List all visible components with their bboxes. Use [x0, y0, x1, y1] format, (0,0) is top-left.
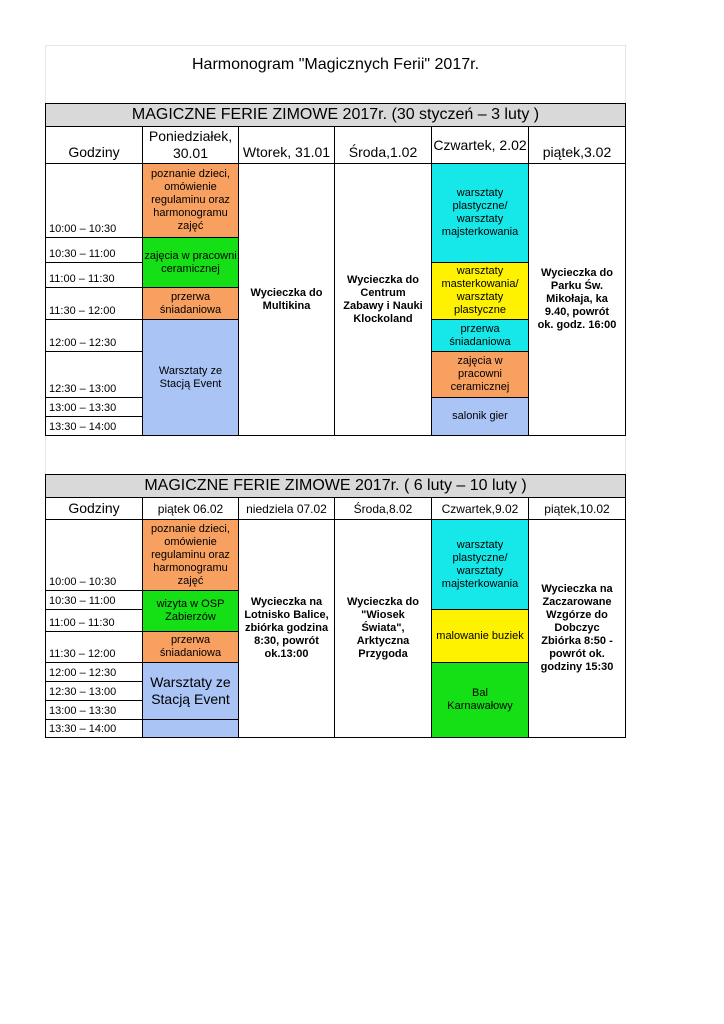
- week1-wednesday-trip: Wycieczka do Centrum Zabawy i Nauki Klockoland: [334, 163, 432, 436]
- week1-header-monday: Poniedziałek, 30.01: [142, 126, 239, 164]
- week2-time-3: 11:00 – 11:30: [45, 609, 143, 632]
- week1-thursday-games: salonik gier: [431, 397, 529, 436]
- week2-time-8: 13:30 – 14:00: [45, 719, 143, 738]
- week1-time-7: 13:00 – 13:30: [45, 397, 143, 417]
- week1-time-1: 10:00 – 10:30: [45, 163, 143, 238]
- week1-header-hours: Godziny: [45, 126, 143, 164]
- week2-time-7: 13:00 – 13:30: [45, 700, 143, 720]
- week1-time-5: 12:00 – 12:30: [45, 319, 143, 352]
- week1-banner: MAGICZNE FERIE ZIMOWE 2017r. (30 styczeń – 3 luty ): [45, 103, 626, 127]
- week1-header-tuesday: Wtorek, 31.01: [238, 126, 335, 164]
- week1-time-8: 13:30 – 14:00: [45, 416, 143, 436]
- week1-monday-ceramics: zajęcia w pracowni ceramicznej: [142, 237, 239, 288]
- week1-thursday-workshops-2: warsztaty masterkowania/ warsztaty plastyczne: [431, 262, 529, 320]
- week1-monday-workshop: Warsztaty ze Stacją Event: [142, 319, 239, 436]
- week1-thursday-workshops: warsztaty plastyczne/ warsztaty majsterkowania: [431, 163, 529, 263]
- week1-thursday-breakfast: przerwa śniadaniowa: [431, 319, 529, 352]
- week2-col1-intro: poznanie dzieci, omówienie regulaminu oraz harmonogramu zajęć: [142, 519, 239, 591]
- week2-col4-workshops: warsztaty plastyczne/ warsztaty majsterkowania: [431, 519, 529, 610]
- week2-time-1: 10:00 – 10:30: [45, 519, 143, 591]
- week2-col2-trip: Wycieczka na Lotnisko Balice, zbiórka godzina 8:30, powrót ok.13:00: [238, 519, 335, 738]
- week2-col4-facepaint: malowanie buziek: [431, 609, 529, 663]
- week1-monday-breakfast: przerwa śniadaniowa: [142, 287, 239, 320]
- week2-time-6: 12:30 – 13:00: [45, 681, 143, 701]
- week2-header-day3: Środa,8.02: [334, 497, 432, 520]
- week2-time-5: 12:00 – 12:30: [45, 662, 143, 682]
- week1-thursday-ceramics: zajęcia w pracowni ceramicznej: [431, 351, 529, 398]
- week2-banner: MAGICZNE FERIE ZIMOWE 2017r. ( 6 luty – 10 luty ): [45, 474, 626, 498]
- week2-time-4: 11:30 – 12:00: [45, 631, 143, 663]
- week1-monday-intro: poznanie dzieci, omówienie regulaminu oraz harmonogramu zajęć: [142, 163, 239, 238]
- week2-col1-empty: [142, 719, 239, 738]
- week1-time-3: 11:00 – 11:30: [45, 262, 143, 288]
- week1-header-wednesday: Środa,1.02: [334, 126, 432, 164]
- week1-time-6: 12:30 – 13:00: [45, 351, 143, 398]
- week2-col1-visit: wizyta w OSP Zabierzów: [142, 590, 239, 632]
- week1-friday-trip: Wycieczka do Parku Św. Mikołaja, ka 9.40, powrót ok. godz. 16:00: [528, 163, 626, 436]
- week2-header-day2: niedziela 07.02: [238, 497, 335, 520]
- week2-col5-trip: Wycieczka na Zaczarowane Wzgórze do Dobczyc Zbiórka 8:50 - powrót ok. godziny 15:30: [528, 519, 626, 738]
- week1-tuesday-trip: Wycieczka do Multikina: [238, 163, 335, 436]
- week1-time-4: 11:30 – 12:00: [45, 287, 143, 320]
- week2-header-hours: Godziny: [45, 497, 143, 520]
- week2-col3-trip: Wycieczka do "Wiosek Świata", Arktyczna Przygoda: [334, 519, 432, 738]
- page-title: Harmonogram "Magicznych Ferii" 2017r.: [191, 56, 480, 73]
- week2-col1-breakfast: przerwa śniadaniowa: [142, 631, 239, 663]
- week2-col4-ball: Bal Karnawałowy: [431, 662, 529, 738]
- week1-header-friday: piątek,3.02: [528, 126, 626, 164]
- week2-col1-workshop: Warsztaty ze Stacją Event: [142, 662, 239, 720]
- week1-time-2: 10:30 – 11:00: [45, 237, 143, 263]
- week2-time-2: 10:30 – 11:00: [45, 590, 143, 610]
- week1-header-thursday: Czwartek, 2.02: [431, 126, 529, 164]
- week2-header-day5: piątek,10.02: [528, 497, 626, 520]
- week2-header-day4: Czwartek,9.02: [431, 497, 529, 520]
- week2-header-day1: piątek 06.02: [142, 497, 239, 520]
- frame-top-line: [45, 45, 626, 46]
